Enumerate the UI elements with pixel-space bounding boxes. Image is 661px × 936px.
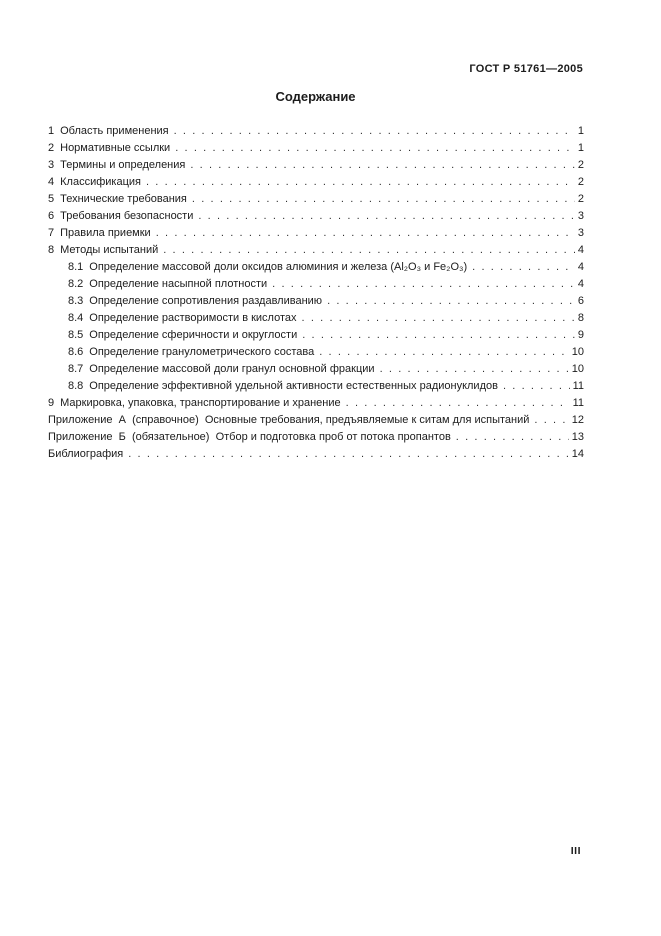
toc-entry-number: 8.7 <box>68 363 84 375</box>
toc-entry <box>48 174 584 191</box>
toc-entry-page: 11 <box>572 380 584 392</box>
toc-entry-number: 3 <box>48 159 55 171</box>
dot-leader <box>302 310 575 327</box>
dot-leader <box>319 344 569 361</box>
toc-entry-label: Определение растворимости в кислотах <box>89 312 297 324</box>
toc-entry-page: 3 <box>577 227 584 239</box>
toc-entry-number: 8.8 <box>68 380 84 392</box>
toc-entry-number: 1 <box>48 125 55 137</box>
toc-entry-page: 12 <box>571 414 584 426</box>
toc-entry-label: Технические требования <box>60 193 187 205</box>
toc-entry-label: Классификация <box>60 176 141 188</box>
toc-entry-number: 6 <box>48 210 55 222</box>
toc-entry-number: 8.5 <box>68 329 84 341</box>
toc-entry <box>48 395 584 412</box>
toc-entry-label: Область применения <box>60 125 169 137</box>
toc-entry-page: 3 <box>577 210 584 222</box>
dot-leader <box>198 208 575 225</box>
toc-entry-page: 4 <box>577 261 584 273</box>
toc-entry-page: 10 <box>571 346 584 358</box>
dot-leader <box>192 191 575 208</box>
toc-entry-label: Приложение Б (обязательное) Отбор и подготовка проб от потока пропантов <box>48 431 451 443</box>
toc-entry-number: 2 <box>48 142 55 154</box>
toc-entry-appendix-b <box>48 429 584 446</box>
toc-entry <box>48 191 584 208</box>
toc-entry-label: Библиография <box>48 448 124 460</box>
dot-leader <box>534 412 568 429</box>
toc-entry-label: Определение сопротивления раздавливанию <box>89 295 323 307</box>
toc-entry <box>48 310 584 327</box>
dot-leader <box>174 123 575 140</box>
toc-entry-label: Определение насыпной плотности <box>89 278 268 290</box>
toc-entry-page: 9 <box>577 329 584 341</box>
toc-entry-number: 8.4 <box>68 312 84 324</box>
toc-entry-page: 8 <box>577 312 584 324</box>
dot-leader <box>146 174 575 191</box>
toc-entry-page: 14 <box>571 448 584 460</box>
toc-entry-page: 2 <box>577 193 584 205</box>
toc-entry <box>48 361 584 378</box>
toc-entry-page: 2 <box>577 159 584 171</box>
page-title: Содержание <box>275 89 356 104</box>
dot-leader <box>503 378 570 395</box>
toc-entry-page: 10 <box>571 363 584 375</box>
dot-leader <box>175 140 575 157</box>
toc-entry-label: Определение массовой доли гранул основной фракции <box>89 363 375 375</box>
toc-entry-number: 8.2 <box>68 278 84 290</box>
dot-leader <box>472 259 575 276</box>
toc-entry-label: Методы испытаний <box>60 244 159 256</box>
toc-entry <box>48 225 584 242</box>
toc-entry-page: 1 <box>577 142 584 154</box>
toc-entry <box>48 157 584 174</box>
dot-leader <box>272 276 575 293</box>
table-of-contents <box>0 123 661 463</box>
toc-entry-number: 8.6 <box>68 346 84 358</box>
toc-entry-page: 4 <box>577 278 584 290</box>
dot-leader <box>156 225 575 242</box>
toc-entry-label: Определение сферичности и округлости <box>89 329 298 341</box>
toc-entry-page: 13 <box>571 431 584 443</box>
document-code-header: ГОСТ Р 51761—2005 <box>469 63 583 75</box>
toc-entry <box>48 378 584 395</box>
dot-leader <box>456 429 569 446</box>
toc-entry <box>48 276 584 293</box>
toc-entry-number: 5 <box>48 193 55 205</box>
toc-entry-page: 1 <box>577 125 584 137</box>
dot-leader <box>346 395 570 412</box>
toc-entry <box>48 327 584 344</box>
toc-entry-label: Приложение А (справочное) Основные требования, предъявляемые к ситам для испытаний <box>48 414 530 426</box>
toc-entry-label: Термины и определения <box>60 159 186 171</box>
toc-entry <box>48 344 584 361</box>
toc-entry-number: 7 <box>48 227 55 239</box>
toc-entry <box>48 123 584 140</box>
toc-entry <box>48 293 584 310</box>
toc-entry-label: Определение гранулометрического состава <box>89 346 315 358</box>
toc-entry-label: Определение массовой доли оксидов алюминия и железа (Al₂O₃ и Fe₂O₃) <box>89 261 468 273</box>
toc-entry-number: 8 <box>48 244 55 256</box>
page-number-roman: III <box>570 845 581 857</box>
toc-entry <box>48 259 584 276</box>
toc-entry-page: 6 <box>577 295 584 307</box>
toc-entry-label: Маркировка, упаковка, транспортирование и хранение <box>60 397 341 409</box>
toc-entry-label: Нормативные ссылки <box>60 142 171 154</box>
toc-entry-number: 8.3 <box>68 295 84 307</box>
dot-leader <box>163 242 575 259</box>
dot-leader <box>327 293 575 310</box>
dot-leader <box>190 157 575 174</box>
toc-entry <box>48 140 584 157</box>
toc-entry-label: Правила приемки <box>60 227 151 239</box>
toc-entry-number: 8.1 <box>68 261 84 273</box>
toc-entry-page: 4 <box>577 244 584 256</box>
dot-leader <box>302 327 575 344</box>
toc-entry-number: 9 <box>48 397 55 409</box>
toc-entry-number: 4 <box>48 176 55 188</box>
toc-entry-page: 2 <box>577 176 584 188</box>
toc-entry <box>48 242 584 259</box>
toc-entry-bibliography <box>48 446 584 463</box>
dot-leader <box>128 446 569 463</box>
toc-entry-page: 11 <box>572 397 584 409</box>
dot-leader <box>380 361 569 378</box>
toc-entry-appendix-a <box>48 412 584 429</box>
toc-entry-label: Требования безопасности <box>60 210 194 222</box>
toc-entry <box>48 208 584 225</box>
toc-entry-label: Определение эффективной удельной активности естественных радионуклидов <box>89 380 498 392</box>
